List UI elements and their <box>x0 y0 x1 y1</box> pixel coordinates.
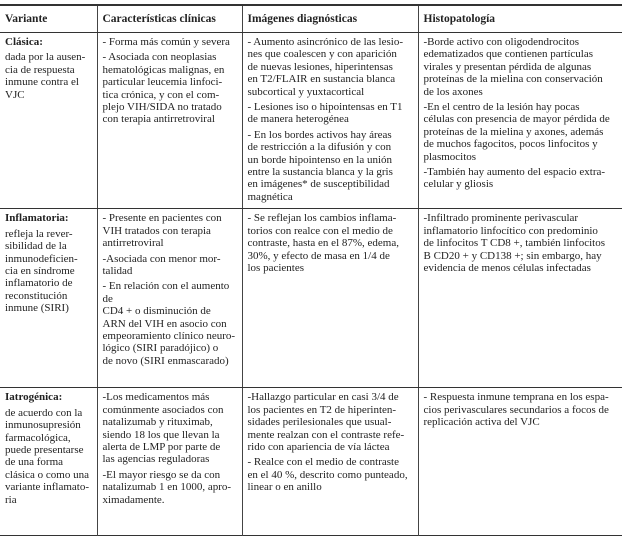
imaging-item: -Hallazgo particular en casi 3/4 de los pacientes en T2 de hiperinten- sidades perilesionales que usual- mente realzan con el contraste refe- rido con apariencia de vía láctea <box>247 391 405 453</box>
histo-item: - Respuesta inmune temprana en los espa- cios perivasculares secundarios a focos de replicación activa del VJC <box>423 391 609 429</box>
variant-desc: de acuerdo con la inmunosupresión farmacológica, puede presentarse de una forma clásica o como una variante inflamato- ria <box>5 406 89 506</box>
clinical-item: -El mayor riesgo se da con natalizumab 1 en 1000, apro- ximadamente. <box>102 468 232 506</box>
clinical-cell <box>97 388 242 536</box>
lmp-variants-table <box>0 4 622 536</box>
variant-name: Clásica: <box>5 36 43 48</box>
histo-item: -En el centro de la lesión hay pocas células con presencia de mayor pérdida de proteínas de la mielina y axones, además de muchos fagocitos, pocos linfocitos y plasmocitos <box>423 101 610 163</box>
imaging-item: - Aumento asincrónico de las lesio- nes que coalescen y con aparición de nuevas lesiones, hiperintensas en T2/FLAIR en sustancia blanca subcortical y yuxtacortical <box>247 36 403 98</box>
imaging-item: - Se reflejan los cambios inflama- torios con realce con el medio de contraste, hasta en el 87%, edema, 30%, y efecto de masa en 1/4 de los pacientes <box>247 212 399 274</box>
table-row <box>0 388 622 536</box>
imaging-item: - En los bordes activos hay áreas de restricción a la difusión y con un borde hipointenso en la unión entre la sustancia blanca y la gris en imágenes* de susceptibilidad magnética <box>247 128 393 203</box>
histo-cell <box>418 209 622 388</box>
clinical-item: - Asociada con neoplasias hematológicas malignas, en particular leucemia linfoci- tica crónica, y con el com- plejo VIH/SIDA no tratado con terapia antirretroviral <box>102 51 225 126</box>
imaging-cell <box>242 33 418 209</box>
histo-item: -También hay aumento del espacio extra- celular y gliosis <box>423 166 606 191</box>
imaging-item: - Realce con el medio de contraste en el 40 %, descrito como punteado, linear o en anillo <box>247 456 408 494</box>
variant-cell <box>0 33 97 209</box>
histo-item: -Infiltrado prominente perivascular inflamatorio linfocítico con predominio de linfocitos T CD8 +, también linfocitos B CD20 + y CD138 +; sin embargo, hay evidencia de menos células infectadas <box>423 212 605 274</box>
table-row <box>0 33 622 209</box>
imaging-cell <box>242 209 418 388</box>
histo-item: -Borde activo con oligodendrocitos edematizados que contienen partículas virales y presentan pérdida de algunas proteínas de la mielina con conservación de los axones <box>423 36 603 98</box>
clinical-cell <box>97 33 242 209</box>
clinical-item: - Presente en pacientes con VIH tratados con terapia antirretroviral <box>102 212 222 250</box>
clinical-item: - En relación con el aumento de CD4 + o disminución de ARN del VIH en asocio con empeoramiento clínico neuro- lógico (SIRI paradójico) o de novo (SIRI enmascarado) <box>102 280 236 367</box>
clinical-item: - Forma más común y severa <box>102 36 230 48</box>
variant-name: Iatrogénica: <box>5 391 63 404</box>
clinical-cell <box>97 209 242 388</box>
histo-cell <box>418 33 622 209</box>
imaging-cell <box>242 388 418 536</box>
header-variante: Variante <box>0 5 97 33</box>
clinical-item: -Asociada con menor mor- talidad <box>102 252 221 277</box>
variant-desc: refleja la rever- sibilidad de la inmunodeficien- cia en síndrome inflamatorio de reconstitución inmune (SIRI) <box>5 227 78 315</box>
header-imagenes: Imágenes diagnósticas <box>242 5 418 33</box>
variant-desc: dada por la ausen- cia de respuesta inmune contra el VJC <box>5 51 86 101</box>
clinical-item: -Los medicamentos más comúnmente asociados con natalizumab y rituximab, siendo 18 los que llevan la alerta de LMP por parte de las agencias reguladoras <box>102 391 224 466</box>
variant-cell <box>0 388 97 536</box>
variant-cell <box>0 209 97 388</box>
header-histopatologia: Histopatología <box>418 5 622 33</box>
header-row <box>0 5 622 33</box>
header-clinicas: Características clínicas <box>97 5 242 33</box>
table-row <box>0 209 622 388</box>
variant-name: Inflamatoria: <box>5 212 69 225</box>
imaging-item: - Lesiones iso o hipointensas en T1 de manera heterogénea <box>247 101 403 126</box>
histo-cell <box>418 388 622 536</box>
